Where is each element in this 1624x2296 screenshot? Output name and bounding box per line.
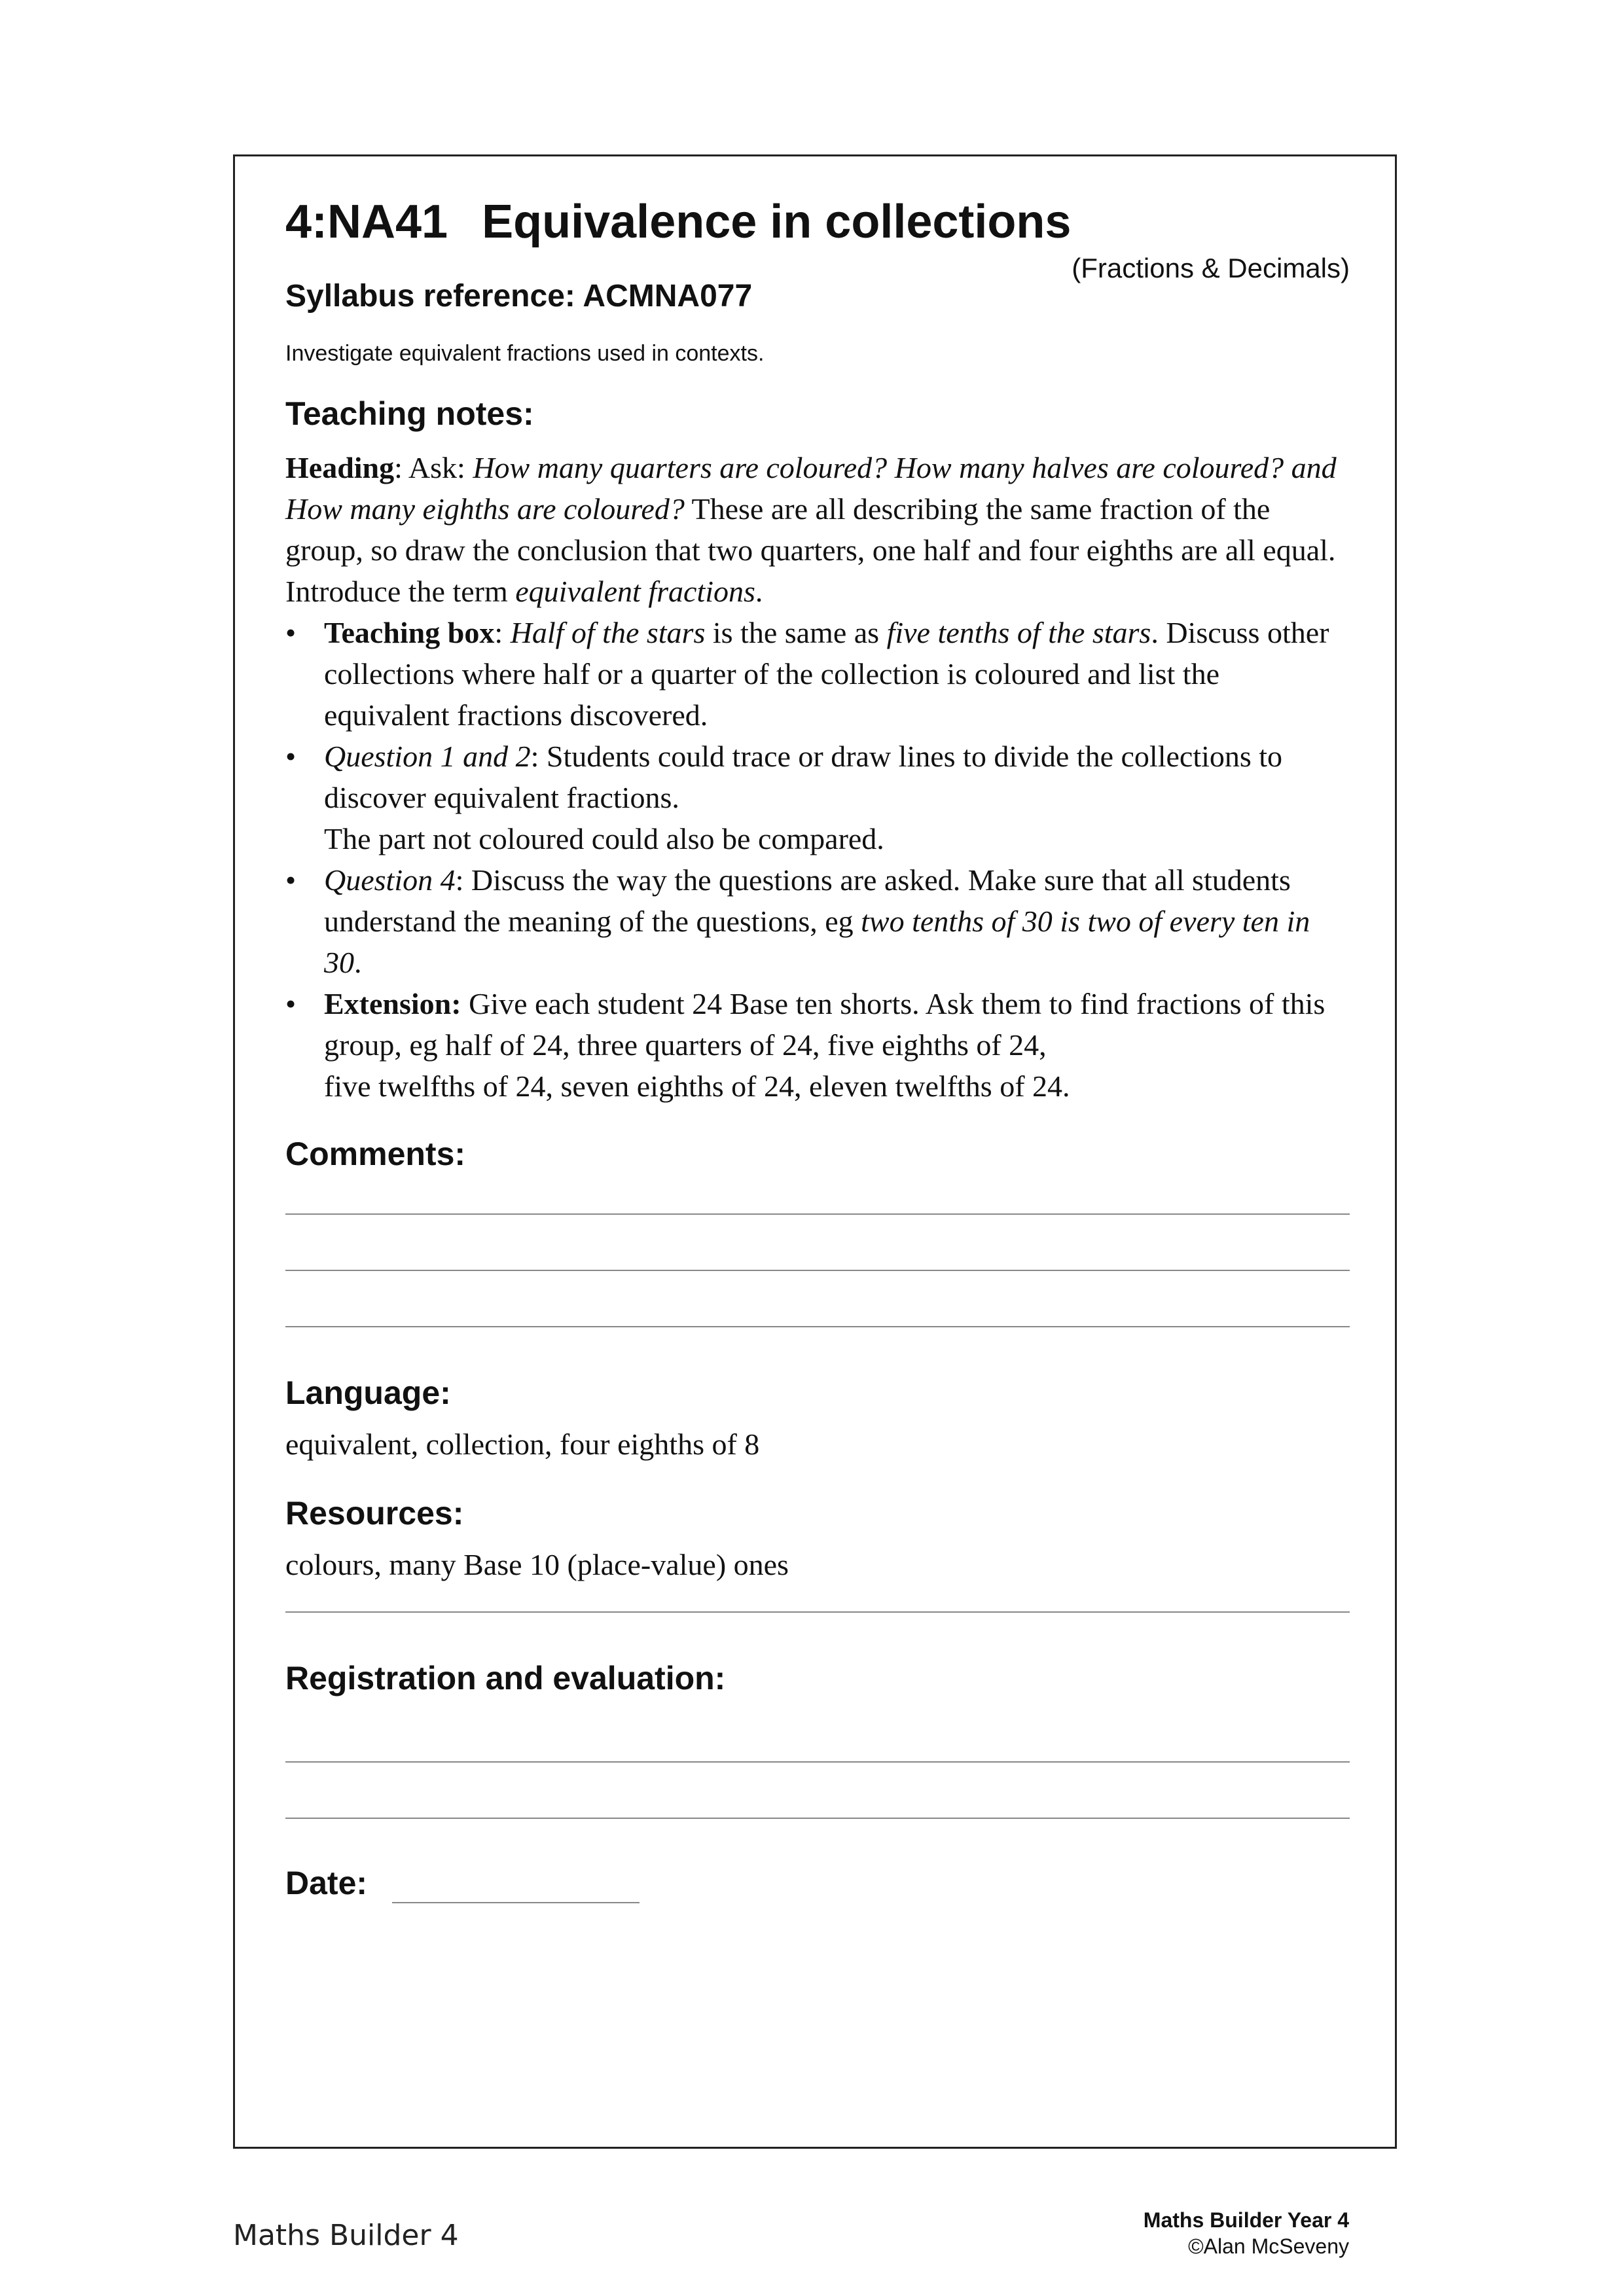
resources-line[interactable]: [285, 1611, 1350, 1613]
registration-line-2[interactable]: [285, 1818, 1350, 1819]
lesson-content: [285, 196, 1350, 1905]
lesson-title: Equivalence in collections: [482, 196, 1072, 248]
bullet: •: [285, 616, 297, 650]
term-equivalent-fractions: equivalent fractions: [515, 575, 755, 609]
bullet: •: [285, 987, 297, 1021]
intro-question: How many quarters are coloured? How many halves are coloured? and How many eighths are coloured?: [285, 451, 1337, 526]
lesson-code: 4:NA41: [285, 196, 448, 248]
footer-book-title: Maths Builder 4: [233, 2219, 459, 2252]
intro-paragraph: Heading: Ask: How many quarters are coloured? How many halves are coloured? and How many eighths are coloured? These are all describing the same fraction of the group, so draw the conclusion that two quarters, one half and four eighths are all equal. Introduce the term equivalent fractions.: [285, 451, 1337, 609]
intro-label: Heading: [285, 451, 395, 485]
registration-line-1[interactable]: [285, 1761, 1350, 1763]
comments-line-2[interactable]: [285, 1270, 1350, 1271]
list-item: • Question 1 and 2: Students could trace or draw lines to divide the collections to discover equivalent fractions. The part not coloured could also be compared.: [285, 736, 1350, 859]
comments-heading: Comments:: [285, 1136, 466, 1173]
registration-heading: Registration and evaluation:: [285, 1660, 726, 1697]
teaching-notes-heading: Teaching notes:: [285, 395, 534, 433]
footer-credit: [1144, 2207, 1349, 2259]
language-text: equivalent, collection, four eighths of 8: [285, 1427, 760, 1462]
date-field-line[interactable]: [392, 1902, 640, 1903]
syllabus-description: Investigate equivalent fractions used in contexts.: [285, 340, 765, 366]
resources-text: colours, many Base 10 (place-value) ones: [285, 1548, 789, 1582]
comments-line-3[interactable]: [285, 1326, 1350, 1327]
syllabus-reference: Syllabus reference: ACMNA077: [285, 278, 753, 314]
list-item: • Question 4: Discuss the way the questions are asked. Make sure that all students understand the meaning of the questions, eg two tenths of 30 is two of every ten in 30.: [285, 859, 1350, 983]
date-row: [285, 1862, 1350, 1905]
date-label: Date:: [285, 1865, 368, 1902]
teaching-notes-body: [285, 447, 1350, 1107]
footer-series-title: Maths Builder Year 4: [1143, 2208, 1349, 2232]
resources-heading: Resources:: [285, 1495, 464, 1532]
footer-copyright: ©Alan McSeveny: [1188, 2234, 1349, 2258]
language-heading: Language:: [285, 1374, 451, 1412]
list-item: • Teaching box: Half of the stars is the same as five tenths of the stars. Discuss other collections where half or a quarter of the collection is coloured and list the equivalent fractions discovered.: [285, 612, 1350, 736]
bullet: •: [285, 740, 297, 774]
strand-label: (Fractions & Decimals): [1072, 253, 1350, 284]
page-title: [285, 196, 1350, 248]
bullet: •: [285, 863, 297, 897]
comments-line-1[interactable]: [285, 1213, 1350, 1215]
notes-list: [285, 612, 1350, 1107]
list-item: • Extension: Give each student 24 Base ten shorts. Ask them to find fractions of this group, eg half of 24, three quarters of 24, five eighths of 24, five twelfths of 24, seven eighths of 24, eleven twelfths of 24.: [285, 983, 1350, 1107]
